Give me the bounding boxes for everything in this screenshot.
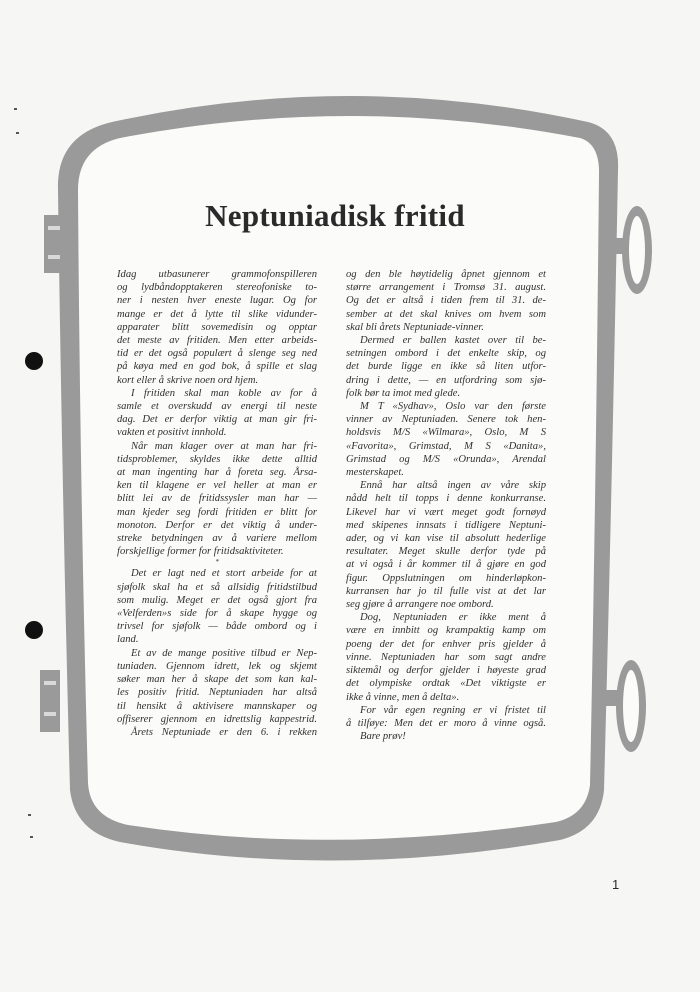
text-line: Et av de mange positive tilbud er Nep-: [131, 647, 317, 659]
text-line: dag. Det er derfor viktig at man gir fri-: [117, 414, 317, 426]
text-line: være en innbitt og krampaktig kamp om: [346, 625, 546, 637]
text-line: sember at det skal knives om hvem som: [346, 308, 546, 320]
text-line: vinne. Neptuniaden har som sagt andre: [346, 651, 546, 663]
text-line: skal bli årets Neptuniade-vinner.: [346, 321, 484, 333]
text-line: Årets Neptuniade er den 6. i rekken: [131, 726, 317, 738]
article-column-right: [346, 268, 546, 743]
text-line: poeng der det for enhver pris gjelder å: [346, 638, 546, 650]
text-line: monoton. Derfor er det viktig å under-: [117, 519, 317, 531]
text-line: søker man her å skape det som kan kal-: [117, 674, 317, 686]
text-line: les positiv fritid. Neptuniaden har altså: [117, 687, 317, 699]
text-line: på køya med en god bok, å spille et slag: [117, 361, 317, 373]
scan-mark: [28, 814, 31, 816]
hinge-icon: [44, 215, 64, 273]
text-line: tidsproblemer, skyldes ikke dette alltid: [117, 453, 317, 465]
text-line: folk bør ta imot med glede.: [346, 387, 461, 399]
text-line: kort eller å skrive noen ord hjem.: [117, 374, 259, 386]
text-line: holdsvis M/S «Wilmara», Oslo, M S: [346, 427, 546, 439]
article-title: Neptuniadisk fritid: [205, 198, 465, 233]
text-line: Det er lagt ned et stort arbeide for at: [131, 568, 317, 580]
text-line: trivsel for sjøfolk — både ombord og i: [117, 621, 317, 633]
text-line: Dermed er ballen kastet over til be-: [360, 335, 546, 347]
text-line: setningen ombord i det enkelte skip, og: [346, 348, 546, 360]
text-line: nådd helt til topps i denne konkurranse.: [346, 493, 546, 505]
text-line: det olympiske ordtak «Det viktigste er: [346, 678, 546, 690]
text-line: For vår egen regning er vi fristet til: [360, 704, 546, 716]
text-line: siktemål og derfor gjelder i høyeste grad: [346, 665, 546, 677]
scan-mark: [16, 132, 19, 134]
text-line: man kjeder seg fordi fritiden er blitt for: [117, 506, 317, 518]
text-line: offiserer gjennom en idrettslig kappestrid.: [117, 713, 317, 725]
text-line: at man ingenting har å foreta seg. Årsa-: [117, 467, 317, 479]
text-line: at vi også i år kommer til å gjøre en god: [346, 559, 546, 571]
text-line: mange er det å lytte til slike vidunder-: [117, 308, 317, 320]
text-line: å tilføye: Men det er moro å vinne også.: [346, 717, 546, 729]
scan-mark: [14, 108, 17, 110]
text-line: vakten et positivt innhold.: [117, 427, 227, 439]
text-line: vinner av Neptuniaden. Senere tok hen-: [346, 414, 546, 426]
text-line: «Velferden»s side for å skape hygge og: [117, 608, 317, 620]
punch-hole: [25, 352, 43, 370]
text-line: Bare prøv!: [360, 731, 406, 743]
text-line: det burde ligge en ikke så liten utfor-: [346, 361, 546, 373]
text-line: forskjellige former for fritidsaktiviteter.: [117, 546, 284, 558]
text-line: som mulig. Meget er det også gjort fra: [117, 594, 317, 606]
text-line: «Favorita», Grimstad, M S «Danita»,: [346, 440, 546, 452]
text-line: Og det er altså i tiden frem til 31. de-: [346, 295, 546, 307]
text-line: M T «Sydhav», Oslo var den første: [360, 401, 546, 413]
text-line: Dog, Neptuniaden er ikke ment å: [360, 612, 546, 624]
text-line: til hensikt å aktivisere mannskaper og: [117, 700, 317, 712]
text-line: ken til klagene er vel heller at man er: [117, 480, 317, 492]
text-line: land.: [117, 634, 139, 646]
text-line: med skipenes innsats i tidligere Neptuni-: [346, 519, 546, 531]
text-line: mesterskapet.: [346, 467, 404, 479]
text-line: det meste av fritiden. Men etter arbeids-: [117, 335, 317, 347]
text-line: Grimstad og M/S «Orunda», Arendal: [346, 453, 546, 465]
text-line: I fritiden skal man koble av for å: [131, 387, 317, 399]
page-number: 1: [612, 877, 620, 892]
text-line: kurransen har jo til fulle vist at det lar: [346, 585, 546, 597]
text-line: større arrangement i Tromsø 31. august.: [346, 282, 546, 294]
text-line: tuniaden. Gjennom idrett, lek og skjemt: [117, 660, 317, 672]
text-line: seg gjøre å arrangere noe ombord.: [346, 599, 494, 611]
text-line: Ennå har altså ingen av våre skip: [360, 480, 546, 492]
text-line: dring i dette, — en utfordring som sjø-: [346, 374, 546, 386]
text-line: blitt lei av de fritidssysler man har —: [117, 493, 317, 505]
text-line: og lydbåndopptakeren stereofoniske to-: [117, 282, 317, 294]
text-line: Når man klager over at man har fri-: [131, 440, 317, 452]
text-line: Likevel har vi vært meget godt fornøyd: [346, 506, 546, 518]
scan-mark: [30, 836, 33, 838]
text-line: ikke å vinne, men å delta».: [346, 691, 460, 703]
text-line: streke betydningen av å variere mellom: [117, 533, 317, 545]
text-line: ner i nesten hver eneste lugar. Og for: [117, 295, 317, 307]
text-line: sjøfolk skal ha et så allsidig fritidstilbud: [117, 581, 317, 593]
hinge-icon: [40, 670, 60, 732]
text-line: tid er det også populært å slenge seg ned: [117, 348, 317, 360]
text-line: figur. Oppslutningen om hinderløpkon-: [346, 572, 546, 584]
text-line: ader, og vi kan vise til absolutt hederlige: [346, 533, 546, 545]
text-line: og den ble høytidelig åpnet gjennom et: [346, 269, 546, 280]
article-column-left: [117, 268, 317, 739]
text-line: apparater blitt sovemedisin og opptar: [117, 321, 317, 333]
text-line: resultater. Meget skulle derfor tyde på: [346, 546, 546, 558]
section-separator: *: [215, 558, 219, 567]
text-line: samle et overskudd av energi til neste: [117, 401, 317, 413]
punch-hole: [25, 621, 43, 639]
text-line: Idag utbasunerer grammofonspilleren: [117, 269, 317, 280]
